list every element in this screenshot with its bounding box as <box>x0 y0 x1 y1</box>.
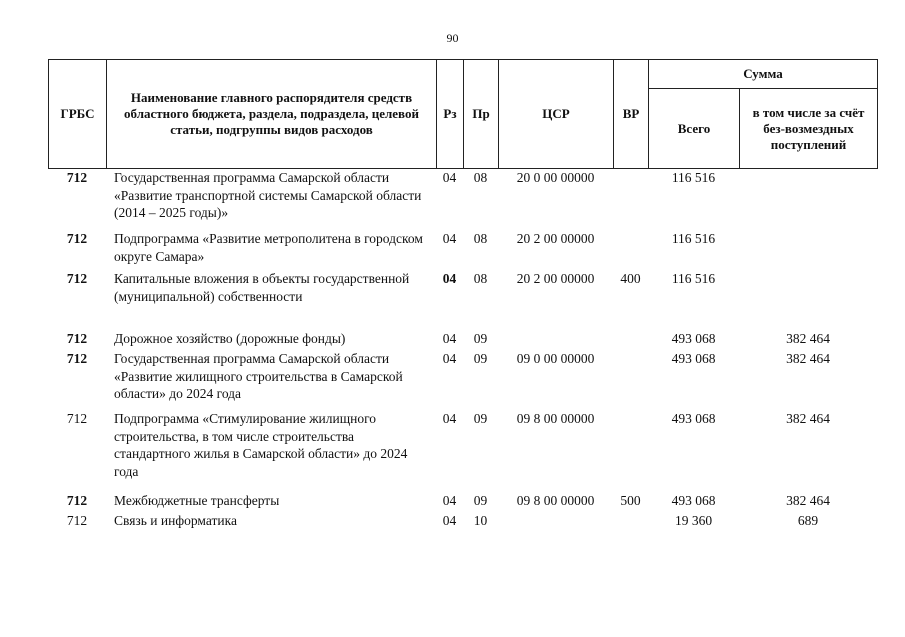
header-vr: ВР <box>614 60 649 169</box>
cell-grant: 382 464 <box>786 493 830 508</box>
table-row <box>48 270 877 330</box>
cell-name: Подпрограмма «Развитие метрополитена в городском округе Самара» <box>114 231 423 264</box>
cell-csr: 20 2 00 00000 <box>516 231 595 246</box>
cell-grbs: 712 <box>66 513 88 528</box>
cell-name: Государственная программа Самарской области «Развитие транспортной системы Самарской области (2014 – 2025 годы)» <box>114 170 422 220</box>
table-header <box>48 59 878 169</box>
cell-total: 493 068 <box>671 351 716 366</box>
cell-grbs: 712 <box>66 411 88 426</box>
cell-rz: 04 <box>442 493 457 508</box>
cell-pr: 09 <box>473 331 488 346</box>
header-name: Наименование главного распорядителя средств областного бюджета, раздела, подраздела, целевой статьи, подгруппы видов расходов <box>107 60 437 169</box>
table-row <box>48 169 877 230</box>
cell-csr: 09 8 00 00000 <box>516 411 595 426</box>
cell-total: 493 068 <box>671 493 716 508</box>
cell-pr: 09 <box>473 351 488 366</box>
cell-csr: 20 0 00 00000 <box>516 170 595 185</box>
cell-total: 493 068 <box>671 411 716 426</box>
header-rz: Рз <box>437 60 464 169</box>
cell-grant: 382 464 <box>786 351 830 366</box>
header-total: Всего <box>649 89 740 169</box>
cell-total: 493 068 <box>671 331 716 346</box>
table-body <box>48 169 877 532</box>
table-row <box>48 492 877 512</box>
cell-vr: 400 <box>620 271 641 286</box>
cell-grbs: 712 <box>66 271 88 286</box>
cell-vr: 500 <box>620 493 641 508</box>
page-number: 90 <box>446 31 459 45</box>
cell-name: Государственная программа Самарской области «Развитие жилищного строительства в Самарской области» до 2024 года <box>114 351 403 401</box>
cell-name: Дорожное хозяйство (дорожные фонды) <box>114 331 346 346</box>
header-grbs: ГРБС <box>49 60 107 169</box>
cell-csr: 09 8 00 00000 <box>516 493 595 508</box>
header-pr: Пр <box>464 60 499 169</box>
cell-rz: 04 <box>442 331 457 346</box>
table-row <box>48 512 877 532</box>
cell-rz: 04 <box>442 231 457 246</box>
table-row <box>48 330 877 350</box>
cell-grbs: 712 <box>66 331 88 346</box>
cell-pr: 10 <box>473 513 488 528</box>
cell-csr: 20 2 00 00000 <box>516 271 595 286</box>
cell-csr: 09 0 00 00000 <box>516 351 595 366</box>
table-row <box>48 350 877 410</box>
cell-name: Связь и информатика <box>114 513 237 528</box>
cell-grant: 382 464 <box>786 331 830 346</box>
header-sum: Сумма <box>649 60 878 89</box>
cell-rz: 04 <box>442 411 457 426</box>
table-row <box>48 410 877 492</box>
cell-total: 116 516 <box>671 231 716 246</box>
cell-rz: 04 <box>442 513 457 528</box>
cell-rz: 04 <box>442 170 457 185</box>
cell-pr: 09 <box>473 411 488 426</box>
cell-pr: 08 <box>473 271 488 286</box>
cell-name: Капитальные вложения в объекты государственной (муниципальной) собственности <box>114 271 410 304</box>
cell-rz: 04 <box>442 351 457 366</box>
cell-name: Подпрограмма «Стимулирование жилищного строительства, в том числе строительства стандартного жилья в Самарской области» до 2024 года <box>114 411 408 479</box>
cell-grbs: 712 <box>66 170 88 185</box>
cell-pr: 08 <box>473 231 488 246</box>
cell-grbs: 712 <box>66 231 88 246</box>
cell-grant: 382 464 <box>786 411 830 426</box>
cell-grbs: 712 <box>66 493 88 508</box>
cell-name: Межбюджетные трансферты <box>114 493 280 508</box>
table-row <box>48 230 877 270</box>
cell-rz: 04 <box>442 271 457 286</box>
cell-total: 116 516 <box>671 271 716 286</box>
cell-total: 116 516 <box>671 170 716 185</box>
cell-grbs: 712 <box>66 351 88 366</box>
header-grants: в том числе за счёт без-возмездных поступлений <box>740 89 878 169</box>
cell-grant: 689 <box>797 513 819 528</box>
header-csr: ЦСР <box>499 60 614 169</box>
cell-pr: 09 <box>473 493 488 508</box>
cell-pr: 08 <box>473 170 488 185</box>
cell-total: 19 360 <box>674 513 713 528</box>
